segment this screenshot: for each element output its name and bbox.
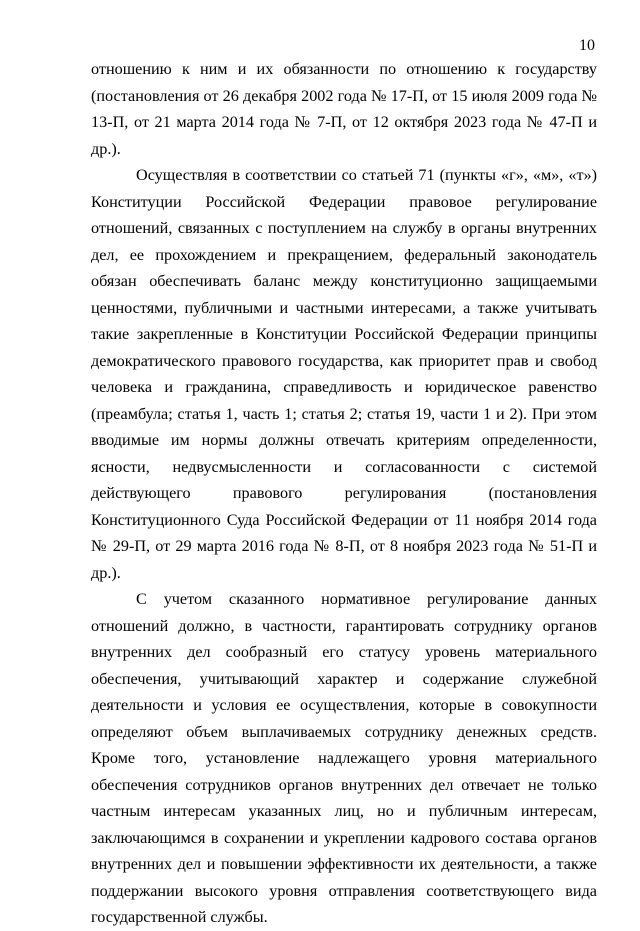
paragraph-continuation: отношению к ним и их обязанности по отношению к государству (постановления от 26 декабря 2002 года № 17-П, от 15 июля 2009 года № 13-П, от 21 марта 2014 года № 7-П, от 12 октября 2023 года № 47-П и др.). — [91, 60, 597, 158]
paragraph-legal-regulation: Осуществляя в соответствии со статьей 71 (пункты «г», «м», «т») Конституции Российской Федерации правовое регулирование отношений, связанных с поступлением на службу в органы внутренних дел, ее прохождением и прекращением, федеральный законодатель обязан обеспечивать баланс между конституционно защищаемыми ценностями, публичными и частными интересами, а также учитывать такие закрепленные в Конституции Российской Федерации принципы демократического правового государства, как приоритет прав и свобод человека и гражданина, справедливость и юридическое равенство (преамбула; статья 1, часть 1; статья 2; статья 19, части 1 и 2). При этом вводимые им нормы должны отвечать критериям определенности, ясности, недвусмысленности и согласованности с системой действующего правового регулирования (постановления Конституционного Суда Российской Федерации от 11 ноября 2014 года № 29-П, от 29 марта 2016 года № 8-П, от 8 ноября 2023 года № 51-П и др.). — [91, 166, 597, 582]
paragraph-material-support: С учетом сказанного нормативное регулирование данных отношений должно, в частности, гарантировать сотруднику органов внутренних дел сообразный его статусу уровень материального обеспечения, учитывающий характер и содержание служебной деятельности и условия ее осуществления, которые в совокупности определяют объем выплачиваемых сотруднику денежных средств. Кроме того, установление надлежащего уровня материального обеспечения сотрудников органов внутренних дел отвечает не только частным интересам указанных лиц, но и публичным интересам, заключающимся в сохранении и укреплении кадрового состава органов внутренних дел и повышении эффективности их деятельности, а также поддержании высокого уровня отправления соответствующего вида государственной службы. — [91, 590, 597, 926]
page-number: 10 — [579, 37, 595, 54]
document-body — [91, 56, 597, 931]
